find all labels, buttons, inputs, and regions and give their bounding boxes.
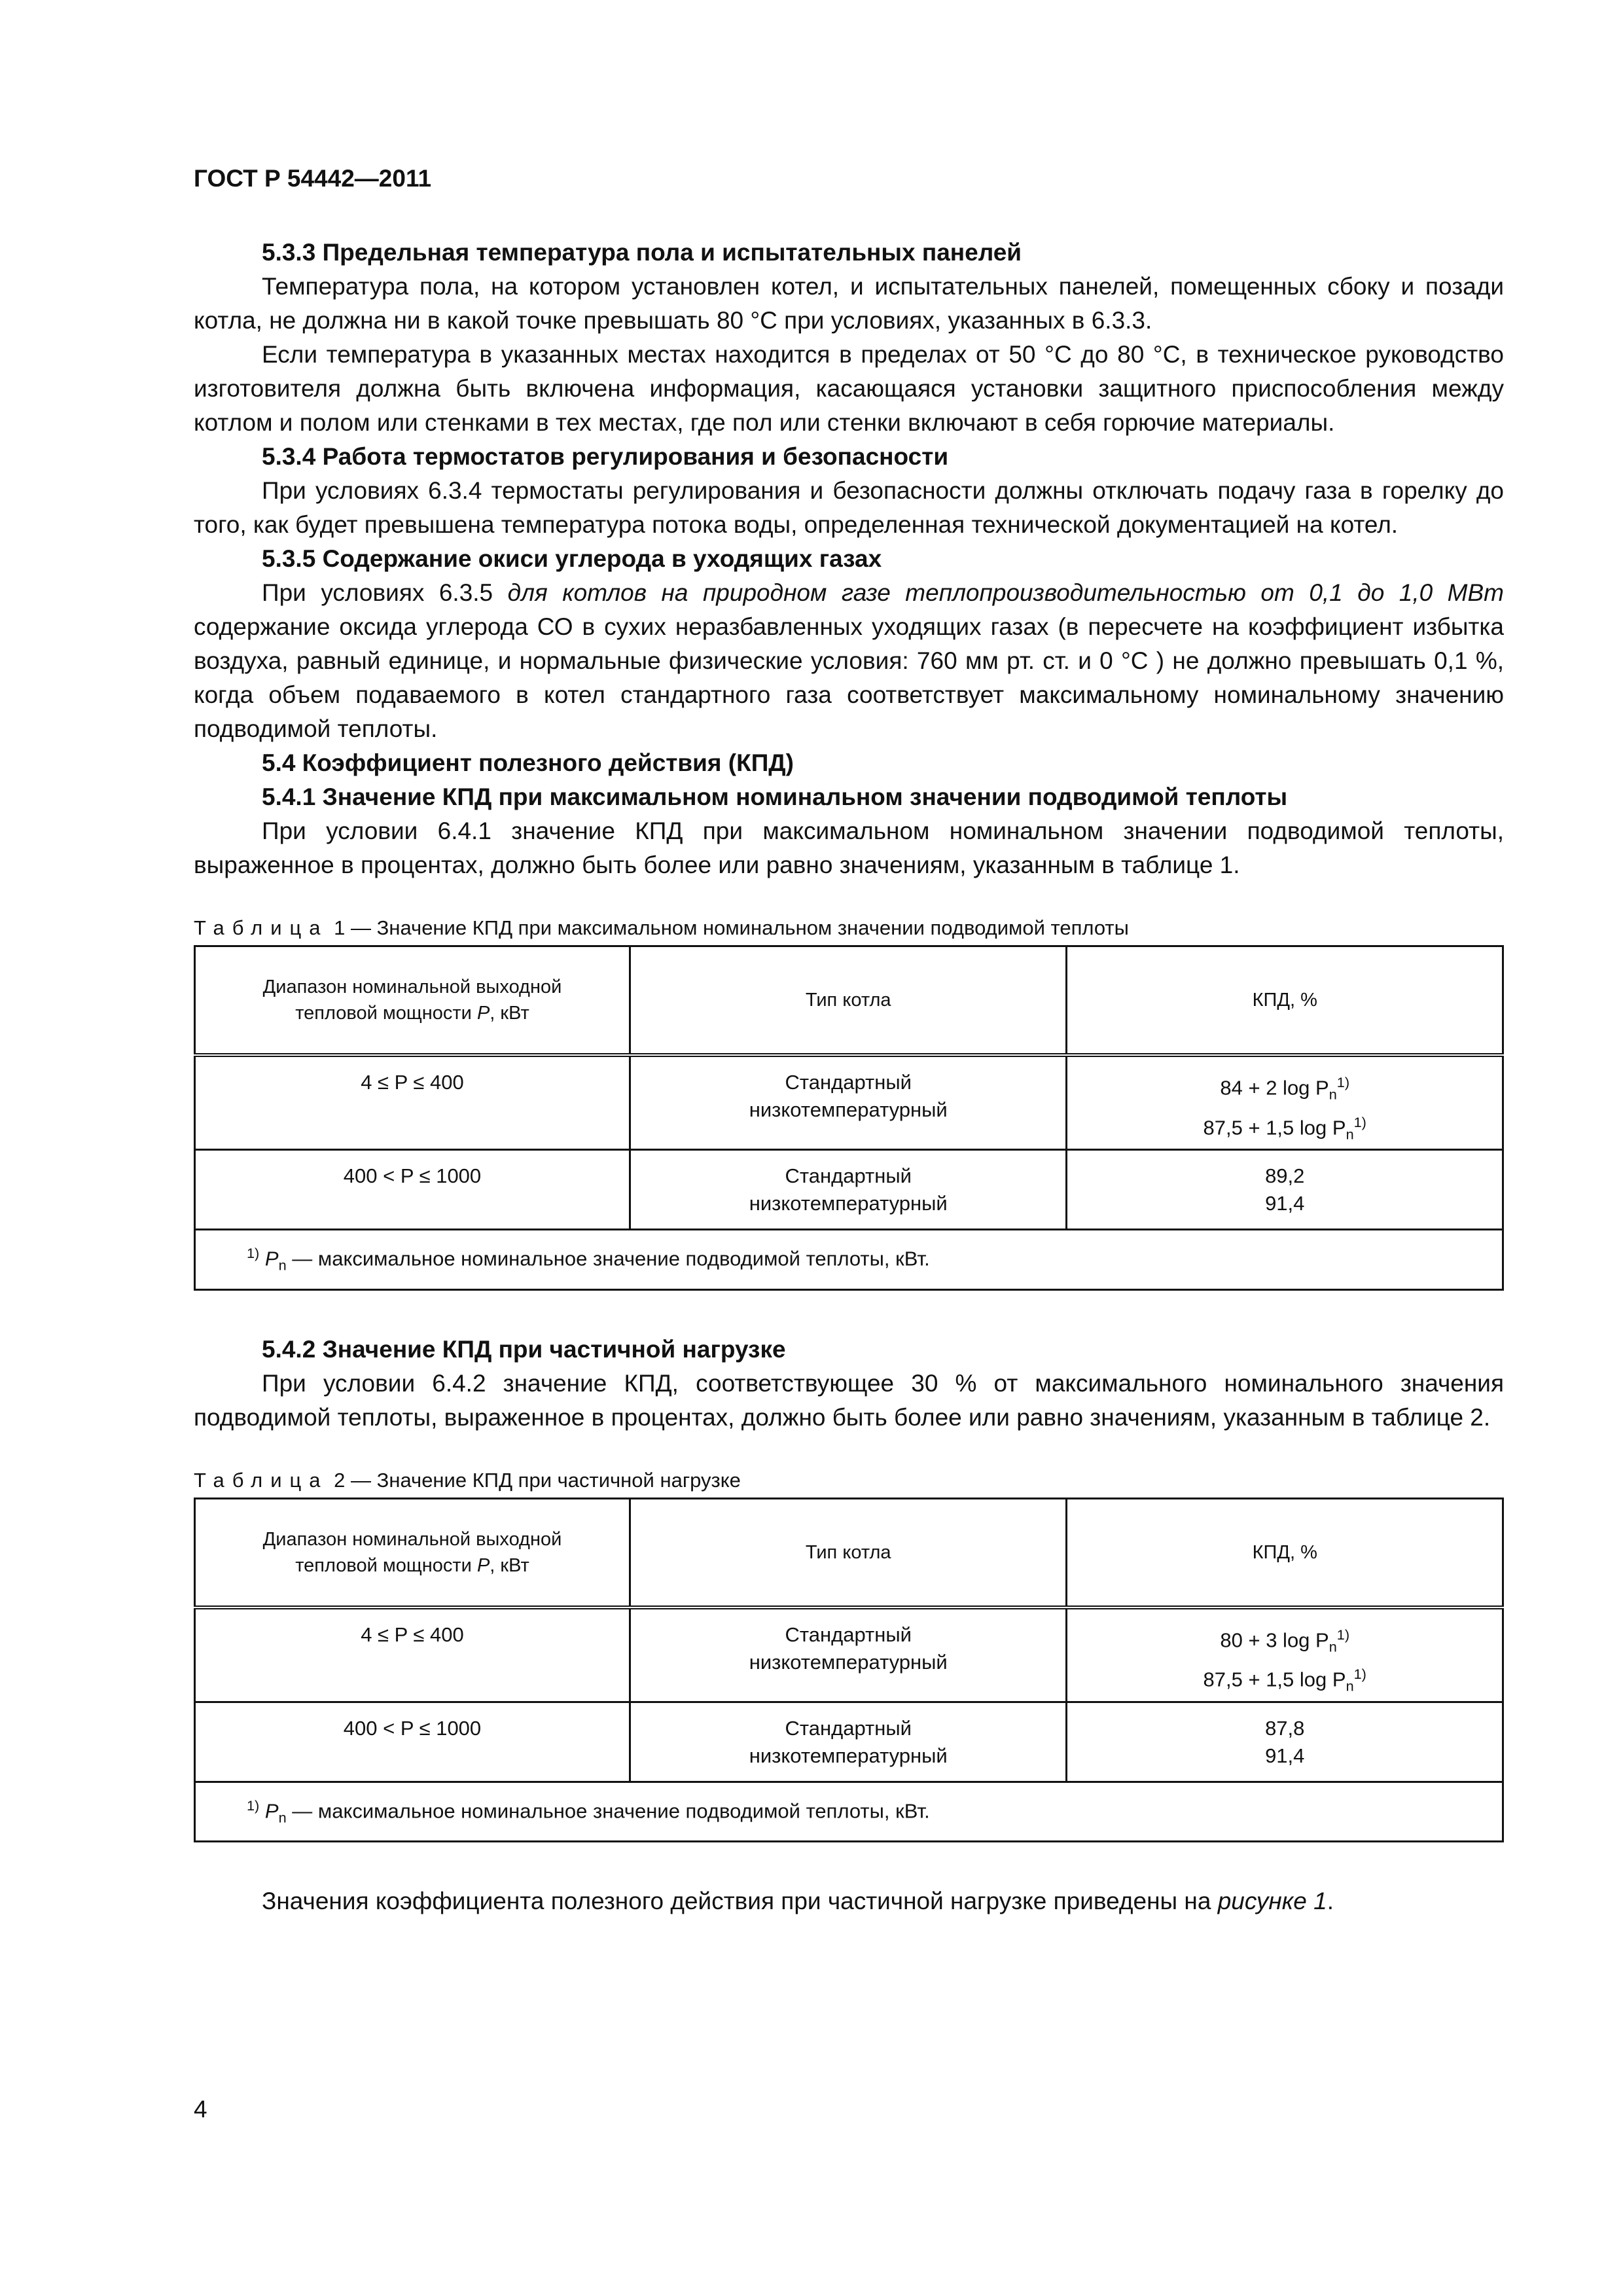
document-body bbox=[194, 236, 1504, 1918]
footnote-ref: 1) bbox=[1353, 1666, 1366, 1683]
cell-text: 87,5 + 1,5 log P bbox=[1203, 1668, 1346, 1691]
header-text: тепловой мощности bbox=[295, 1554, 477, 1576]
cell-text: 87,8 bbox=[1265, 1716, 1305, 1740]
table-footnote-row bbox=[195, 1230, 1503, 1290]
figure-reference: рисунке 1 bbox=[1217, 1888, 1327, 1915]
table-2-caption bbox=[194, 1467, 1504, 1494]
cell-text: 84 + 2 log P bbox=[1220, 1076, 1329, 1100]
cell-range: 400 < P ≤ 1000 bbox=[195, 1702, 630, 1782]
footnote-ref: 1) bbox=[1353, 1113, 1366, 1130]
table-footnote-row bbox=[195, 1782, 1503, 1842]
paragraph: При условии 6.4.1 значение КПД при максимальном номинальном значении подводимой теплоты, выраженное в процентах, должно быть более или равно значениям, указанным в таблице 1. bbox=[194, 817, 1504, 878]
cell-text: низкотемпературный bbox=[749, 1192, 948, 1215]
cell-text: низкотемпературный bbox=[749, 1650, 948, 1674]
table-1-caption bbox=[194, 915, 1504, 941]
header-text: Диапазон номинальной выходной bbox=[262, 1528, 562, 1550]
cell-efficiency bbox=[1067, 1055, 1503, 1150]
cell-efficiency bbox=[1067, 1607, 1503, 1702]
cell-efficiency bbox=[1067, 1150, 1503, 1230]
header-power-range bbox=[195, 1498, 630, 1607]
cell-text: низкотемпературный bbox=[749, 1098, 948, 1121]
table-caption-text: 2 — Значение КПД при частичной нагрузке bbox=[328, 1468, 741, 1492]
cell-range: 4 ≤ P ≤ 400 bbox=[195, 1055, 630, 1150]
table-1 bbox=[194, 945, 1504, 1291]
paragraph-text: При условиях 6.3.5 bbox=[262, 579, 508, 606]
header-variable: P bbox=[476, 1554, 490, 1576]
section-heading-5-4-2: 5.4.2 Значение КПД при частичной нагрузке bbox=[262, 1335, 786, 1363]
header-power-range bbox=[195, 946, 630, 1056]
section-heading-5-4-1: 5.4.1 Значение КПД при максимальном номинальном значении подводимой теплоты bbox=[262, 783, 1288, 810]
table-row bbox=[195, 1607, 1503, 1702]
header-text: , кВт bbox=[490, 1003, 529, 1024]
paragraph: При условии 6.4.2 значение КПД, соответствующее 30 % от максимального номинального значения подводимой теплоты, выраженное в процентах, должно быть более или равно значениям, указанным в таблице 2. bbox=[194, 1369, 1504, 1431]
header-boiler-type: Тип котла bbox=[630, 946, 1066, 1056]
page-number: 4 bbox=[194, 2096, 207, 2123]
cell-text: Стандартный bbox=[785, 1716, 912, 1740]
cell-text: низкотемпературный bbox=[749, 1744, 948, 1767]
subscript: n bbox=[1329, 1086, 1337, 1103]
footnote-text: — максимальное номинальное значение подводимой теплоты, кВт. bbox=[286, 1247, 930, 1270]
cell-type bbox=[630, 1055, 1066, 1150]
footnote-marker: 1) bbox=[247, 1245, 260, 1262]
paragraph: Если температура в указанных местах находится в пределах от 50 °С до 80 °С, в техническое руководство изготовителя должна быть включена информация, касающаяся установки защитного приспособления между котлом и полом или стенками в тех местах, где пол или стенки включают в себя горючие материалы. bbox=[194, 341, 1504, 436]
cell-text: 91,4 bbox=[1265, 1744, 1305, 1767]
subscript: n bbox=[1346, 1126, 1354, 1143]
header-efficiency: КПД, % bbox=[1067, 946, 1503, 1056]
cell-range: 4 ≤ P ≤ 400 bbox=[195, 1607, 630, 1702]
cell-text: Стандартный bbox=[785, 1071, 912, 1094]
cell-text: 91,4 bbox=[1265, 1192, 1305, 1215]
paragraph-text: . bbox=[1327, 1888, 1334, 1915]
footnote-ref: 1) bbox=[1336, 1074, 1350, 1090]
document-code: ГОСТ Р 54442—2011 bbox=[194, 165, 432, 192]
table-row bbox=[195, 1702, 1503, 1782]
table-2 bbox=[194, 1498, 1504, 1843]
paragraph: Температура пола, на котором установлен котел, и испытательных панелей, помещенных сбоку и позади котла, не должна ни в какой точке превышать 80 °С при условиях, указанных в 6.3.3. bbox=[194, 273, 1504, 334]
header-boiler-type: Тип котла bbox=[630, 1498, 1066, 1607]
paragraph-text: Значения коэффициента полезного действия при частичной нагрузке приведены на bbox=[262, 1888, 1218, 1915]
header-efficiency: КПД, % bbox=[1067, 1498, 1503, 1607]
subscript: n bbox=[278, 1257, 287, 1274]
footnote-variable: P bbox=[264, 1247, 279, 1270]
footnote-text: — максимальное номинальное значение подводимой теплоты, кВт. bbox=[286, 1799, 930, 1822]
section-heading-5-3-5: 5.3.5 Содержание окиси углерода в уходящих газах bbox=[262, 545, 882, 572]
header-text: , кВт bbox=[490, 1554, 529, 1576]
table-row bbox=[195, 1150, 1503, 1230]
cell-text: Стандартный bbox=[785, 1623, 912, 1646]
cell-type bbox=[630, 1607, 1066, 1702]
section-heading-5-3-4: 5.3.4 Работа термостатов регулирования и безопасности bbox=[262, 443, 949, 470]
cell-text: 80 + 3 log P bbox=[1220, 1628, 1329, 1651]
header-variable: P bbox=[476, 1003, 490, 1024]
cell-text: 89,2 bbox=[1265, 1164, 1305, 1188]
table-footnote bbox=[195, 1782, 1503, 1842]
subscript: n bbox=[1329, 1638, 1337, 1655]
closing-paragraph bbox=[194, 1884, 1504, 1918]
paragraph-italic-text: для котлов на природном газе теплопроизводительностью от 0,1 до 1,0 МВт bbox=[507, 579, 1505, 606]
table-header-row bbox=[195, 1498, 1503, 1607]
paragraph: При условиях 6.3.4 термостаты регулирования и безопасности должны отключать подачу газа в горелку до того, как будет превышена температура потока воды, определенная технической документацией на котел. bbox=[194, 477, 1504, 538]
subscript: n bbox=[1346, 1677, 1354, 1695]
table-footnote bbox=[195, 1230, 1503, 1290]
cell-type bbox=[630, 1150, 1066, 1230]
header-text: тепловой мощности bbox=[295, 1003, 477, 1024]
cell-type bbox=[630, 1702, 1066, 1782]
paragraph-text: содержание оксида углерода СО в сухих неразбавленных уходящих газах (в пересчете на коэффициент избытка воздуха, равный единице, и нормальные физические условия: 760 мм рт. ст. и 0 °С ) не должно превышать 0,1 %, когда объем подаваемого в котел стандартного газа соответствует максимальному номинальному значению подводимой теплоты. bbox=[194, 613, 1504, 742]
footnote-variable: P bbox=[264, 1799, 279, 1822]
table-row bbox=[195, 1055, 1503, 1150]
section-heading-5-4: 5.4 Коэффициент полезного действия (КПД) bbox=[262, 749, 794, 776]
subscript: n bbox=[278, 1809, 287, 1826]
table-caption-label: Таблица bbox=[194, 1468, 329, 1492]
header-text: Диапазон номинальной выходной bbox=[262, 977, 562, 997]
footnote-marker: 1) bbox=[247, 1797, 260, 1814]
table-caption-label: Таблица bbox=[194, 916, 329, 939]
section-heading-5-3-3: 5.3.3 Предельная температура пола и испытательных панелей bbox=[262, 239, 1022, 266]
cell-efficiency bbox=[1067, 1702, 1503, 1782]
table-caption-text: 1 — Значение КПД при максимальном номинальном значении подводимой теплоты bbox=[328, 916, 1129, 939]
cell-text: 87,5 + 1,5 log P bbox=[1203, 1115, 1346, 1139]
cell-range: 400 < P ≤ 1000 bbox=[195, 1150, 630, 1230]
table-header-row bbox=[195, 946, 1503, 1056]
footnote-ref: 1) bbox=[1336, 1626, 1350, 1643]
cell-text: Стандартный bbox=[785, 1164, 912, 1188]
paragraph bbox=[194, 576, 1504, 746]
